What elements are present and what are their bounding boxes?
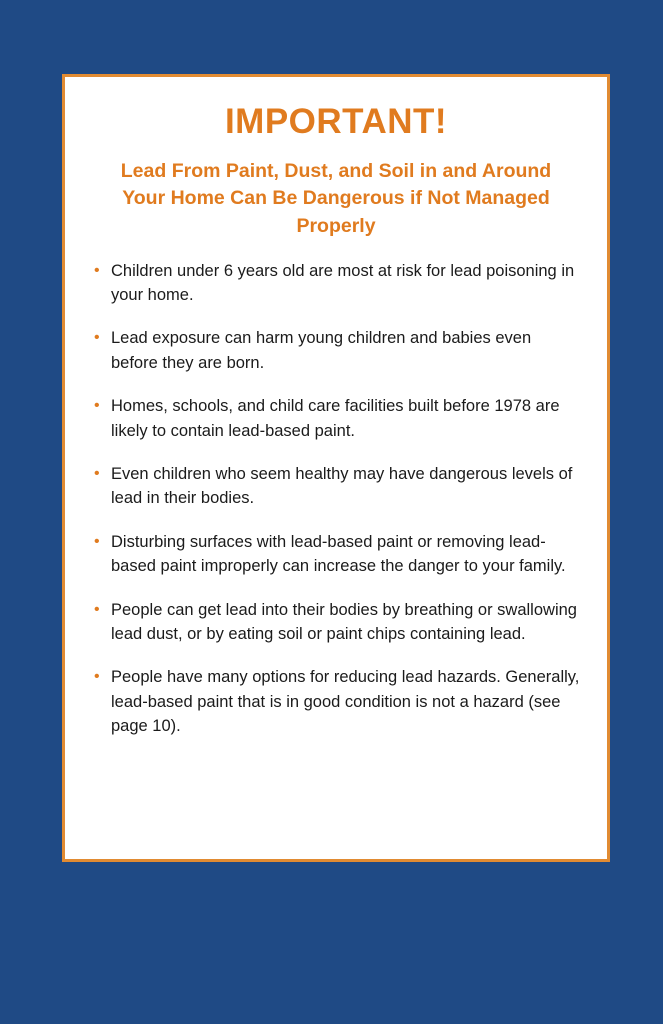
list-item bbox=[91, 394, 581, 443]
list-item bbox=[91, 598, 581, 647]
list-item bbox=[91, 326, 581, 375]
page-subtitle: Lead From Paint, Dust, and Soil in and Around Your Home Can Be Dangerous if Not Managed Properly bbox=[120, 159, 552, 237]
list-item-text: Lead exposure can harm young children and babies even before they are born. bbox=[111, 329, 532, 372]
list-item-text: Children under 6 years old are most at risk for lead poisoning in your home. bbox=[111, 261, 575, 304]
bullet-dot-icon: • bbox=[94, 329, 100, 347]
bullet-dot-icon: • bbox=[94, 532, 100, 550]
bullet-dot-icon: • bbox=[94, 465, 100, 482]
list-item bbox=[91, 462, 581, 511]
list-item bbox=[91, 259, 581, 308]
bullet-list bbox=[91, 259, 581, 739]
bullet-dot-icon: • bbox=[94, 397, 100, 415]
page-title: IMPORTANT! bbox=[224, 102, 448, 141]
list-item-text: Even children who seem healthy may have dangerous levels of lead in their bodies. bbox=[111, 465, 573, 508]
bullet-dot-icon: • bbox=[94, 261, 100, 279]
list-item bbox=[91, 665, 581, 738]
list-item bbox=[91, 530, 581, 579]
bullet-dot-icon: • bbox=[94, 600, 100, 618]
list-item-text: Disturbing surfaces with lead-based paint or removing lead-based paint improperly can increase the danger to your family. bbox=[111, 532, 566, 576]
important-notice-card bbox=[62, 74, 610, 862]
list-item-text: People can get lead into their bodies by breathing or swallowing lead dust, or by eating soil or paint chips containing lead. bbox=[111, 600, 577, 644]
list-item-text: Homes, schools, and child care facilities built before 1978 are likely to contain lead-based paint. bbox=[111, 397, 560, 440]
bullet-dot-icon: • bbox=[94, 668, 100, 686]
list-item-text: People have many options for reducing lead hazards. Generally, lead-based paint that is in good condition is not a hazard (see page 10). bbox=[111, 668, 580, 736]
